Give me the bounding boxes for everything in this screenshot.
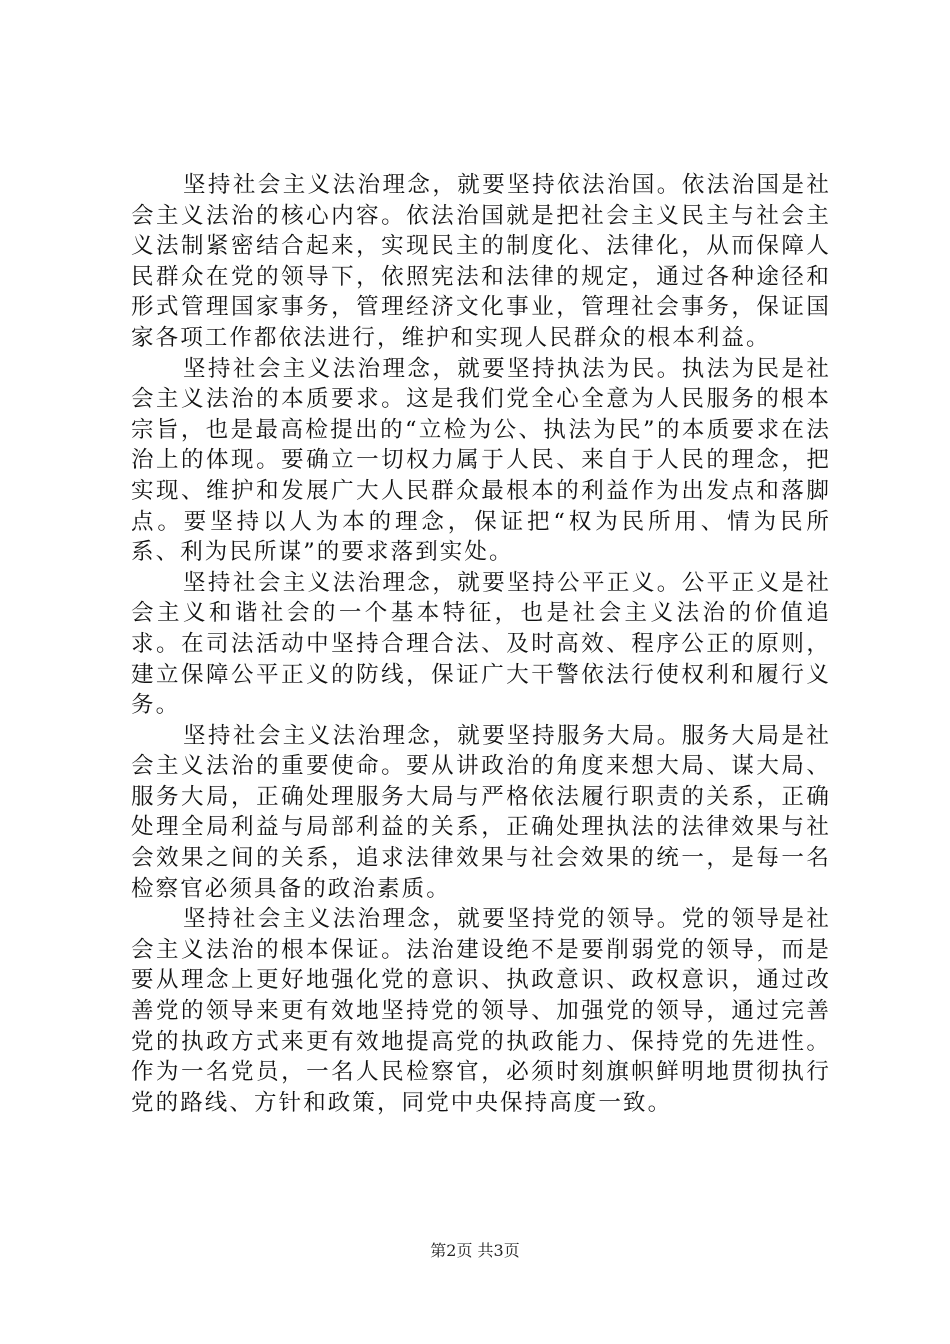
document-body — [131, 170, 831, 1118]
paragraph-law-enforcement-for-people: 坚持社会主义法治理念，就要坚持执法为民。执法为民是社会主义法治的本质要求。这是我们党全心全意为人民服务的根本宗旨，也是最高检提出的“立检为公、执法为民”的本质要求在法治上的体现。要确立一切权力属于人民、来自于人民的理念，把实现、维护和发展广大人民群众最根本的利益作为出发点和落脚点。要坚持以人为本的理念，保证把“权为民所用、情为民所系、利为民所谋”的要求落到实处。 — [131, 355, 831, 566]
paragraph-fairness-justice: 坚持社会主义法治理念，就要坚持公平正义。公平正义是社会主义和谐社会的一个基本特征，也是社会主义法治的价值追求。在司法活动中坚持合理合法、及时高效、程序公正的原则，建立保障公平正义的防线，保证广大干警依法行使权利和履行义务。 — [131, 569, 831, 719]
paragraph-party-leadership: 坚持社会主义法治理念，就要坚持党的领导。党的领导是社会主义法治的根本保证。法治建设绝不是要削弱党的领导，而是要从理念上更好地强化党的意识、执政意识、政权意识，通过改善党的领导来更有效地坚持党的领导、加强党的领导，通过完善党的执政方式来更有效地提高党的执政能力、保持党的先进性。作为一名党员，一名人民检察官，必须时刻旗帜鲜明地贯彻执行党的路线、方针和政策，同党中央保持高度一致。 — [131, 906, 831, 1116]
page-number-footer: 第2页 共3页 — [430, 1241, 520, 1260]
paragraph-rule-of-law: 坚持社会主义法治理念，就要坚持依法治国。依法治国是社会主义法治的核心内容。依法治国就是把社会主义民主与社会主义法制紧密结合起来，实现民主的制度化、法律化，从而保障人民群众在党的领导下，依照宪法和法律的规定，通过各种途径和形式管理国家事务，管理经济文化事业，管理社会事务，保证国家各项工作都依法进行，维护和实现人民群众的根本利益。 — [131, 172, 831, 351]
paragraph-serve-overall-situation: 坚持社会主义法治理念，就要坚持服务大局。服务大局是社会主义法治的重要使命。要从讲政治的角度来想大局、谋大局、服务大局，正确处理服务大局与严格依法履行职责的关系，正确处理全局利益与局部利益的关系，正确处理执法的法律效果与社会效果之间的关系，追求法律效果与社会效果的统一，是每一名检察官必须具备的政治素质。 — [131, 722, 831, 902]
